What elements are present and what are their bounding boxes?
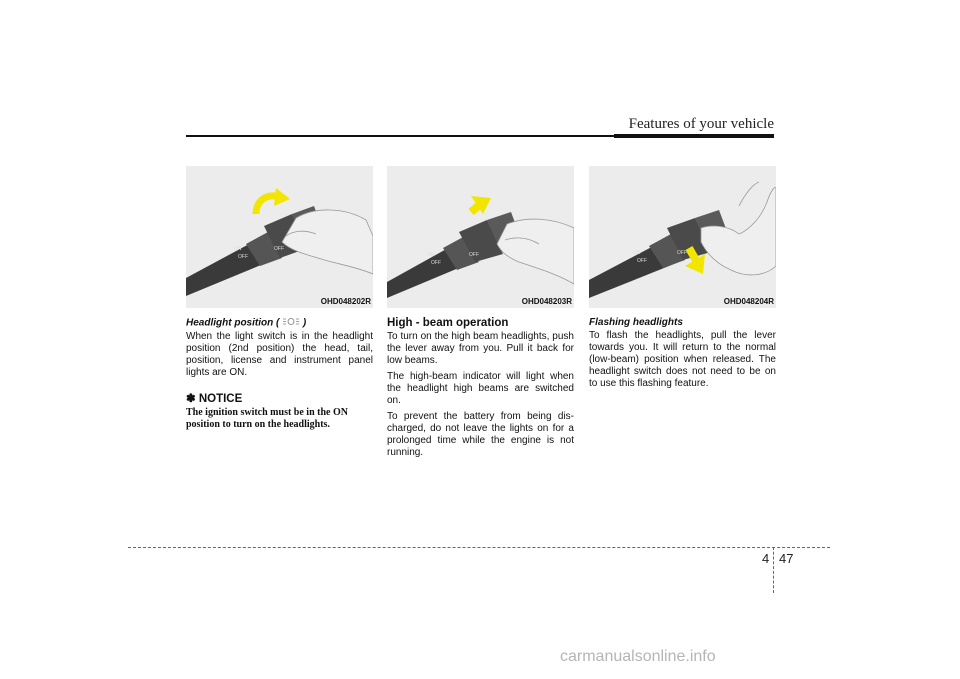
svg-text:ON: ON	[633, 250, 641, 256]
heading-suffix: )	[302, 317, 307, 329]
section-heading: High - beam operation	[387, 317, 509, 329]
chapter-number: 4	[762, 551, 770, 566]
section-heading	[186, 317, 373, 329]
page-number: 47	[779, 551, 794, 566]
photo-code: OHD048203R	[521, 297, 572, 306]
svg-text:ON: ON	[427, 252, 435, 258]
column-high-beam	[387, 166, 574, 459]
section-heading: Flashing headlights	[589, 317, 683, 328]
svg-text:ON: ON	[234, 246, 242, 252]
body-paragraph: To flash the headlights, pull the lever towards you. It will return to the normal (low-beam) position when released. The headlight switch does not need to be on to use this flashing feature.	[589, 330, 776, 389]
svg-text:OFF: OFF	[469, 252, 479, 258]
headlight-switch-photo	[186, 166, 373, 308]
notice-text: The ignition switch must be in the ON position to turn on the headlights.	[186, 407, 348, 430]
svg-text:OFF: OFF	[431, 260, 441, 266]
notice-title: ✽ NOTICE	[186, 393, 243, 405]
body-paragraph: When the light switch is in the headlight position (2nd position) the head, tail, position, license and instrument panel lights are ON.	[186, 331, 373, 378]
body-paragraph: To prevent the battery from being dis-charged, do not leave the lights on for a prolonged time while the engine is not running.	[387, 411, 574, 458]
heading-prefix: Headlight position (	[186, 317, 280, 329]
footer-vertical-rule	[773, 547, 774, 593]
body-paragraph: The high-beam indicator will light when the headlight high beams are switched on.	[387, 371, 574, 406]
svg-text:OFF: OFF	[274, 246, 284, 252]
column-flashing-headlights	[589, 166, 776, 390]
footer-dashed-rule	[128, 547, 830, 548]
svg-text:OFF: OFF	[637, 258, 647, 264]
column-headlight-position	[186, 166, 373, 431]
photo-code: OHD048202R	[320, 297, 371, 306]
page-header-title: Features of your vehicle	[628, 116, 774, 132]
flashing-headlights-photo	[589, 166, 776, 308]
body-paragraph: To turn on the high beam headlights, push the lever away from you. Pull it back for low beams.	[387, 331, 574, 366]
svg-text:OFF: OFF	[677, 250, 687, 256]
photo-code: OHD048204R	[723, 297, 774, 306]
header-rule-accent	[614, 134, 774, 138]
high-beam-lever-photo	[387, 166, 574, 308]
svg-text:OFF: OFF	[238, 254, 248, 260]
headlight-position-icon	[282, 317, 300, 329]
watermark: carmanualsonline.info	[560, 648, 716, 665]
